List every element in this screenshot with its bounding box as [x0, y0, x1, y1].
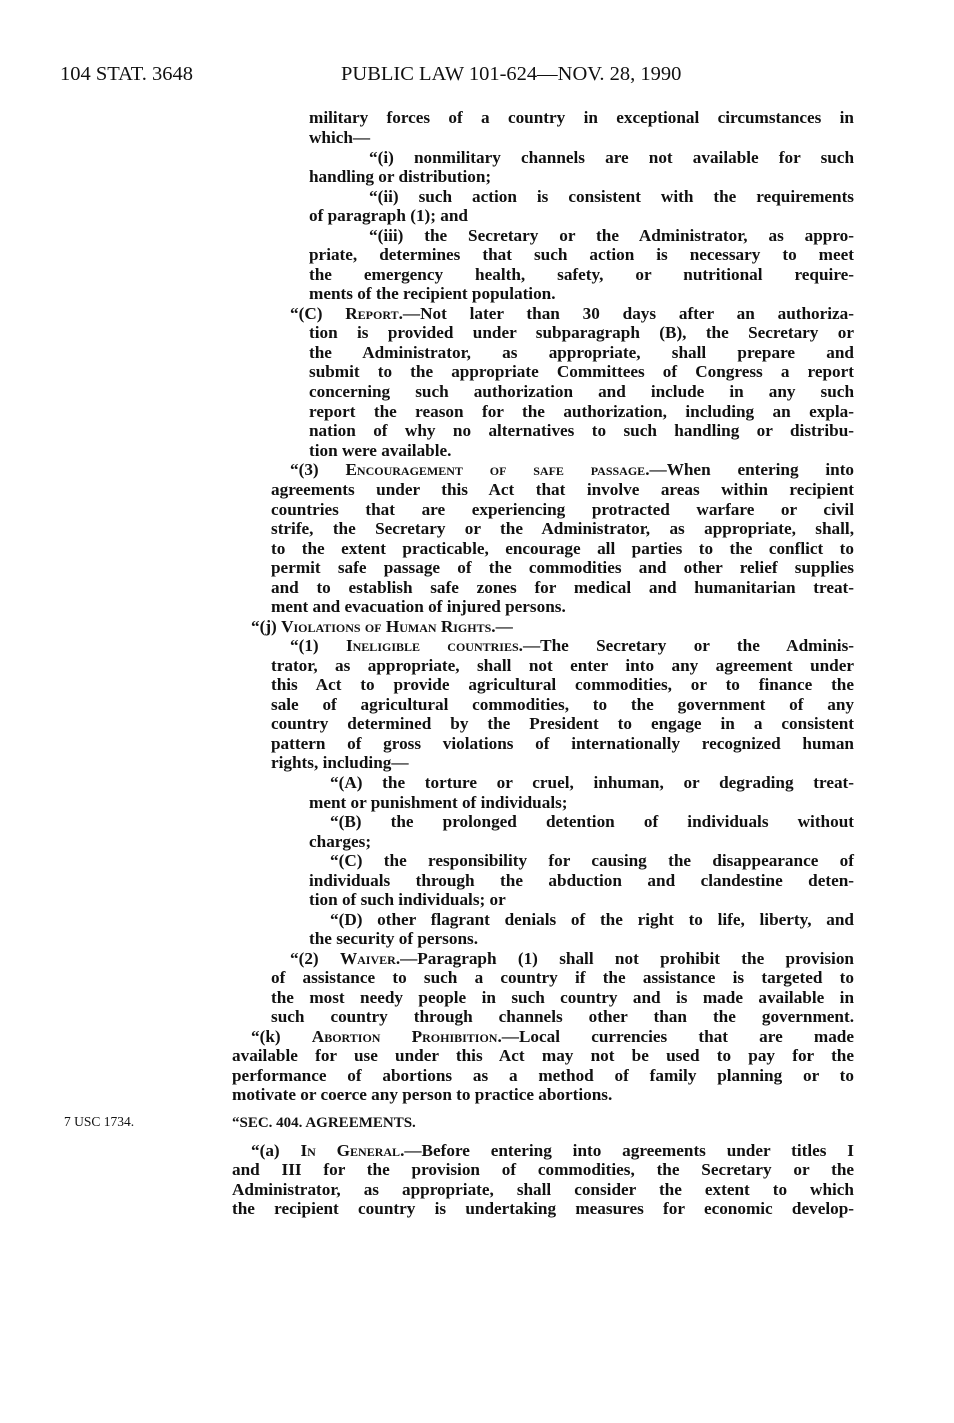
text-line	[271, 675, 854, 694]
text-line	[309, 793, 568, 812]
text-line	[232, 1180, 854, 1199]
subsection-heading: Violations of Human Rights	[281, 617, 492, 636]
line-text: tion of such individuals; or	[309, 890, 506, 909]
line-text: which—	[309, 128, 371, 147]
subsection-designator: “(j)	[251, 617, 282, 636]
line-text: ments of the recipient population.	[309, 284, 556, 303]
line-text: “(ii) such action is consistent with the requirements	[369, 187, 854, 206]
line-text: motivate or coerce any person to practice abortions.	[232, 1085, 613, 1104]
line-text: pattern of gross violations of internationally recognized human	[271, 734, 854, 753]
line-text: the recipient country is undertaking measures for economic develop-	[232, 1199, 854, 1218]
line-text: ment or punishment of individuals;	[309, 793, 568, 812]
line-text: military forces of a country in exceptional circumstances in	[309, 108, 854, 127]
subsection-heading: Encouragement of safe passage	[345, 460, 646, 479]
text-line	[309, 402, 854, 421]
text-line	[330, 851, 854, 870]
line-text: .—	[491, 617, 513, 636]
line-text: handling or distribution;	[309, 167, 492, 186]
text-line	[309, 890, 506, 909]
line-text: rights, including—	[271, 753, 409, 772]
line-text: report the reason for the authorization, including an expla-	[309, 402, 854, 421]
text-line	[290, 949, 854, 968]
text-line	[271, 1007, 854, 1026]
text-line	[330, 812, 854, 831]
text-line	[271, 539, 854, 558]
line-text: “SEC. 404. AGREEMENTS.	[232, 1115, 416, 1131]
line-text: ment and evacuation of injured persons.	[271, 597, 566, 616]
text-line	[369, 148, 854, 167]
line-text: “(i) nonmilitary channels are not available for such	[369, 148, 854, 167]
text-line	[271, 734, 854, 753]
line-text: this Act to provide agricultural commodities, or to finance the	[271, 675, 854, 694]
text-line	[309, 108, 854, 127]
text-line	[271, 500, 854, 519]
text-line	[309, 871, 854, 890]
text-line	[309, 362, 854, 381]
line-text: trator, as appropriate, shall not enter into any agreement under	[271, 656, 854, 675]
text-line	[290, 460, 854, 479]
line-text: the security of persons.	[309, 929, 478, 948]
subsection-designator: “(2)	[290, 949, 340, 968]
line-text: charges;	[309, 832, 372, 851]
usc-margin-note: 7 USC 1734.	[64, 1114, 135, 1129]
text-line	[290, 636, 854, 655]
line-text: “(iii) the Secretary or the Administrator, as appro-	[369, 226, 854, 245]
public-law-header: PUBLIC LAW 101-624—NOV. 28, 1990	[341, 63, 682, 85]
text-line	[232, 1046, 854, 1065]
line-text: tion is provided under subparagraph (B), the Secretary or	[309, 323, 854, 342]
subsection-heading: Report	[345, 304, 399, 323]
line-text: the Administrator, as appropriate, shall prepare and	[309, 343, 854, 362]
text-line	[309, 421, 854, 440]
text-line	[251, 617, 513, 636]
text-line	[309, 929, 478, 948]
text-line	[309, 343, 854, 362]
line-text: .—Not later than 30 days after an authoriza-	[398, 304, 854, 323]
subsection-designator: “(k)	[251, 1027, 312, 1046]
text-line	[271, 988, 854, 1007]
line-text: .—Before entering into agreements under titles I	[400, 1141, 854, 1160]
subsection-designator: “(3)	[290, 460, 346, 479]
subsection-heading: Waiver	[339, 949, 396, 968]
text-line	[271, 597, 566, 616]
line-text: priate, determines that such action is necessary to meet	[309, 245, 854, 264]
line-text: permit safe passage of the commodities and other relief supplies	[271, 558, 854, 577]
line-text: available for use under this Act may not be used to pay for the	[232, 1046, 854, 1065]
line-text: Administrator, as appropriate, shall consider the extent to which	[232, 1180, 854, 1199]
subsection-designator: “(C)	[290, 304, 346, 323]
line-text: “(B) the prolonged detention of individuals without	[330, 812, 854, 831]
line-text: and III for the provision of commodities, the Secretary or the	[232, 1160, 854, 1179]
subsection-heading: In General	[300, 1141, 401, 1160]
text-line	[330, 910, 854, 929]
subsection-heading: Abortion Prohibition	[311, 1027, 498, 1046]
line-text: submit to the appropriate Committees of Congress a report	[309, 362, 854, 381]
stat-citation: 104 STAT. 3648	[60, 63, 193, 85]
line-text: .—Paragraph (1) shall not prohibit the provision	[395, 949, 854, 968]
line-text: individuals through the abduction and clandestine deten-	[309, 871, 854, 890]
line-text: concerning such authorization and include in any such	[309, 382, 854, 401]
line-text: countries that are experiencing protracted warfare or civil	[271, 500, 854, 519]
line-text: the most needy people in such country and is made available in	[271, 988, 854, 1007]
line-text: of paragraph (1); and	[309, 206, 468, 225]
line-text: and to establish safe zones for medical and humanitarian treat-	[271, 578, 854, 597]
text-line	[251, 1027, 854, 1046]
line-text: .—When entering into	[645, 460, 855, 479]
text-line	[290, 304, 854, 323]
text-line	[309, 245, 854, 264]
text-line	[309, 284, 556, 303]
text-line	[232, 1085, 612, 1104]
text-line	[309, 441, 451, 460]
line-text: performance of abortions as a method of family planning or to	[232, 1066, 854, 1085]
line-text: country determined by the President to engage in a consistent	[271, 714, 854, 733]
text-line	[309, 167, 491, 186]
subsection-heading: Ineligible countries	[345, 636, 519, 655]
text-line	[232, 1199, 854, 1218]
subsection-designator: “(1)	[290, 636, 346, 655]
line-text: “(C) the responsibility for causing the disappearance of	[330, 851, 854, 870]
text-line	[271, 519, 854, 538]
line-text: agreements under this Act that involve areas within recipient	[271, 480, 854, 499]
text-line	[309, 323, 854, 342]
text-line	[330, 773, 854, 792]
text-line	[271, 968, 854, 987]
text-line	[271, 753, 409, 772]
text-line	[271, 656, 854, 675]
text-line	[271, 558, 854, 577]
subsection-designator: “(a)	[251, 1141, 301, 1160]
line-text: the emergency health, safety, or nutritional require-	[309, 265, 854, 284]
text-line	[232, 1066, 854, 1085]
text-line	[309, 206, 468, 225]
section-heading	[232, 1114, 416, 1133]
line-text: to the extent practicable, encourage all parties to the conflict to	[271, 539, 854, 558]
line-text: .—The Secretary or the Adminis-	[518, 636, 854, 655]
text-line	[369, 226, 854, 245]
line-text: nation of why no alternatives to such handling or distribu-	[309, 421, 854, 440]
line-text: .—Local currencies that are made	[497, 1027, 854, 1046]
line-text: strife, the Secretary or the Administrator, as appropriate, shall,	[271, 519, 854, 538]
line-text: sale of agricultural commodities, to the government of any	[271, 695, 854, 714]
text-line	[369, 187, 854, 206]
line-text: “(A) the torture or cruel, inhuman, or degrading treat-	[330, 773, 854, 792]
text-line	[309, 832, 371, 851]
text-line	[271, 578, 854, 597]
text-line	[271, 480, 854, 499]
text-line	[271, 695, 854, 714]
line-text: “(D) other flagrant denials of the right to life, liberty, and	[330, 910, 854, 929]
text-line	[309, 128, 370, 147]
line-text: tion were available.	[309, 441, 452, 460]
line-text: such country through channels other than the government.	[271, 1007, 854, 1026]
text-line	[271, 714, 854, 733]
text-line	[309, 382, 854, 401]
text-line	[309, 265, 854, 284]
text-line	[232, 1160, 854, 1179]
text-line	[251, 1141, 854, 1160]
line-text: of assistance to such a country if the assistance is targeted to	[271, 968, 854, 987]
